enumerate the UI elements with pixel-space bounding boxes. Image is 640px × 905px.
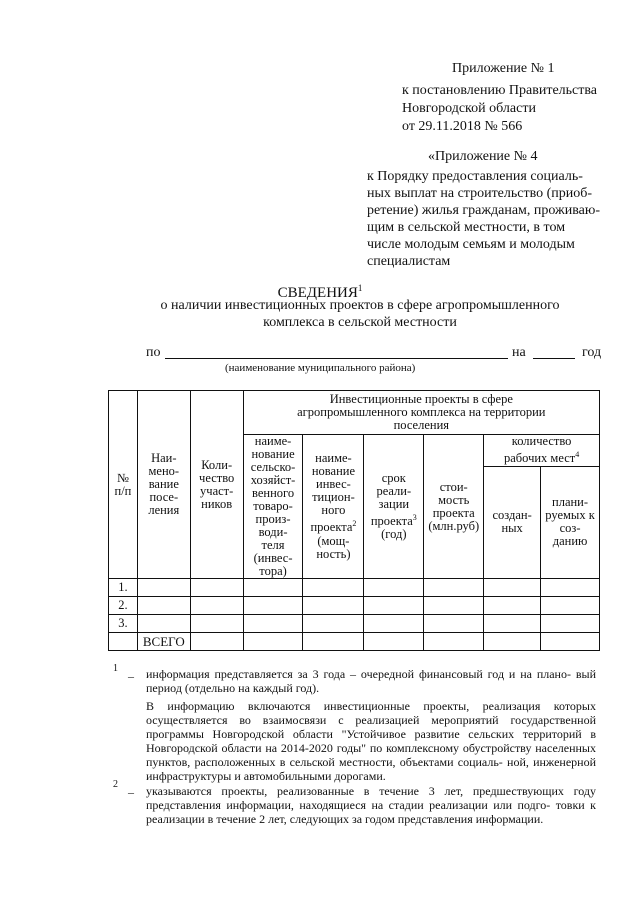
table-cell (364, 615, 424, 633)
sub-appendix-line: специалистам (367, 254, 451, 269)
row-number: 1. (109, 579, 138, 597)
sub-appendix-line: к Порядку предоставления социаль- (367, 169, 583, 184)
jobs-label: количество рабочих мест (503, 434, 576, 466)
table-cell (243, 615, 303, 633)
header-investment-projects: Инвестиционные проекты в сфере агропромышленного комплекса на территории поселения (243, 391, 599, 435)
total-label: ВСЕГО (137, 633, 190, 651)
table-cell (303, 597, 364, 615)
footnote-2-dash: – (128, 785, 134, 799)
header-participants: Коли- чество участ- ников (190, 391, 243, 579)
table-cell (424, 597, 484, 615)
resolution-date: от 29.11.2018 № 566 (402, 119, 523, 134)
sub-appendix-line: ретение) жилья гражданам, проживаю- (367, 203, 600, 218)
table-cell (109, 633, 138, 651)
table-cell (137, 579, 190, 597)
table-total-row (109, 633, 600, 651)
table-cell (190, 615, 243, 633)
table-cell (484, 579, 541, 597)
term-unit-label: (год) (381, 527, 407, 542)
table-cell (424, 633, 484, 651)
header-row-number: № п/п (109, 391, 138, 579)
district-blank-line (165, 358, 508, 359)
table-cell (190, 579, 243, 597)
project-name-label: наиме- нование инвес- тицион- ного проекта (310, 451, 355, 535)
district-caption: (наименование муниципального района) (225, 362, 416, 374)
form-na-label: на (512, 345, 526, 360)
table-cell (303, 579, 364, 597)
region-name: Новгородской области (402, 101, 536, 116)
table-cell (190, 633, 243, 651)
sub-appendix-line: щим в сельской местности, в том (367, 220, 566, 235)
title-footnote-mark: 1 (357, 283, 363, 293)
footnote-1-mark: 1 (113, 663, 118, 674)
project-capacity-label: (мощ- ность) (316, 533, 351, 561)
table-cell (541, 597, 600, 615)
table-cell (303, 633, 364, 651)
header-settlement-name: Наи- мено- вание посе- ления (137, 391, 190, 579)
table-cell (424, 579, 484, 597)
header-term (364, 435, 424, 579)
appendix-title: Приложение № 1 (452, 61, 555, 76)
footnote-1-paragraph: В информацию включаются инвестиционные проекты, реализация которых осуществляется во взаимосвязи с реализацией мероприятий государственной программы Новгородской области "Устойчивое развитие сельских территорий в Новгородской области на 2014-2020 годы" по комплексному обустройству населенных пунктов, расположенных в сельской местности, объектами социаль- ной, инженерной инфраструктуры и автомобильными дорогами. (146, 699, 596, 783)
header-jobs (484, 435, 600, 467)
table-cell (190, 597, 243, 615)
document-subtitle-2: комплекса в сельской местности (263, 315, 457, 330)
year-blank-line (533, 358, 575, 359)
header-jobs-created: создан- ных (484, 466, 541, 578)
table-cell (541, 633, 600, 651)
footnote-1-text: информация представляется за 3 года – очередной финансовый год и на плано- вый период (отдельно на каждый год). (146, 667, 596, 695)
table-cell (484, 615, 541, 633)
form-god-label: год (582, 345, 602, 360)
term-label: срок реали- зации проекта (370, 470, 413, 529)
header-jobs-planned: плани- руемых к соз- данию (541, 466, 600, 578)
table-cell (484, 597, 541, 615)
document-subtitle-1: о наличии инвестиционных проектов в сфере агропромышленного (160, 298, 560, 313)
footnote-1-dash: – (128, 669, 134, 683)
header-producer: наиме- нование сельско- хозяйст- венного товаро- произ- води- теля (инвес- тора) (243, 435, 303, 579)
table-row (109, 615, 600, 633)
sub-appendix-text (367, 168, 627, 270)
table-row (109, 597, 600, 615)
resolution-ref: к постановлению Правительства (402, 83, 598, 98)
document-title: СВЕДЕНИЯ (277, 285, 358, 301)
footnote-2-text: указываются проекты, реализованные в течение 3 лет, предшествующих году представления информации, находящиеся на стадии реализации или подго- товки к реализации в течение 2 лет, следующих за годом представления информации. (146, 784, 596, 826)
investment-projects-table (108, 390, 600, 651)
sub-appendix-line: числе молодым семьям и молодым (367, 237, 575, 252)
sub-appendix-title: «Приложение № 4 (428, 149, 538, 164)
table-cell (541, 615, 600, 633)
table-cell (424, 615, 484, 633)
table-cell (364, 597, 424, 615)
table-cell (484, 633, 541, 651)
row-number: 2. (109, 597, 138, 615)
table-cell (243, 579, 303, 597)
table-row (109, 579, 600, 597)
jobs-footnote: 4 (575, 450, 580, 460)
project-name-footnote: 2 (352, 519, 357, 529)
table-cell (364, 633, 424, 651)
form-po-label: по (146, 345, 161, 360)
table-cell (243, 597, 303, 615)
table-cell (541, 579, 600, 597)
table-cell (364, 579, 424, 597)
table-cell (303, 615, 364, 633)
row-number: 3. (109, 615, 138, 633)
footnote-2-mark: 2 (113, 779, 118, 790)
sub-appendix-line: ных выплат на строительство (приоб- (367, 186, 593, 201)
table-cell (137, 597, 190, 615)
table-cell (137, 615, 190, 633)
table-cell (243, 633, 303, 651)
term-footnote: 3 (412, 512, 417, 522)
header-cost: стои- мость проекта (млн.руб) (424, 435, 484, 579)
header-project-name (303, 435, 364, 579)
